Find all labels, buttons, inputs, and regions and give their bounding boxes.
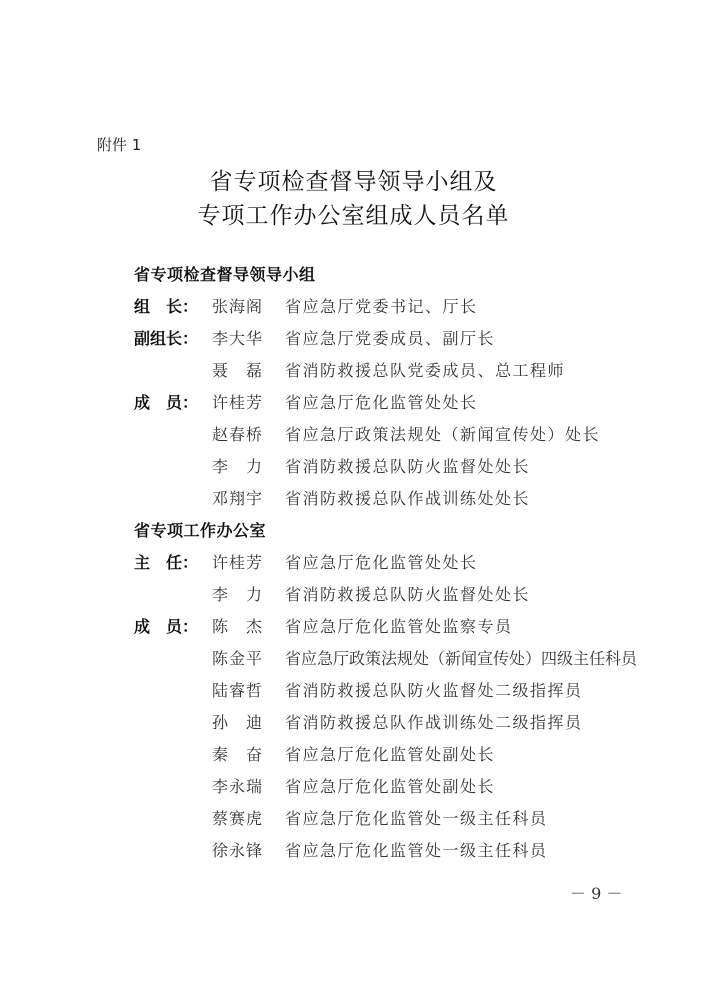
attachment-label: 附件 1 (97, 136, 142, 154)
member-name: 李 力 (212, 457, 264, 476)
member-name: 陈金平 (212, 649, 264, 668)
member-post: 省消防救援总队作战训练处二级指挥员 (285, 713, 583, 732)
member-name: 赵春桥 (212, 425, 264, 444)
member-post: 省应急厅危化监管处监察专员 (285, 617, 513, 636)
member-post: 省应急厅危化监管处处长 (285, 553, 478, 572)
member-name: 孙 迪 (212, 713, 264, 732)
member-name: 李大华 (212, 329, 264, 348)
member-name: 陆睿哲 (212, 681, 264, 700)
document-title-line-1: 省专项检查督导领导小组及 (209, 169, 498, 195)
member-post: 省应急厅危化监管处一级主任科员 (285, 841, 548, 860)
member-post: 省应急厅党委书记、厅长 (285, 297, 478, 316)
member-post: 省应急厅政策法规处（新闻宣传处）处长 (285, 425, 601, 444)
member-role: 成 员： (134, 617, 199, 636)
member-name: 陈 杰 (212, 617, 264, 636)
member-post: 省消防救援总队作战训练处处长 (285, 489, 531, 508)
member-name: 李永瑞 (212, 777, 264, 796)
member-role: 成 员： (134, 393, 199, 412)
member-name: 徐永锋 (212, 841, 264, 860)
member-post: 省应急厅危化监管处副处长 (285, 777, 496, 796)
member-name: 聂 磊 (212, 361, 264, 380)
member-post: 省应急厅政策法规处（新闻宣传处）四级主任科员 (285, 649, 638, 668)
section-heading-leading-group: 省专项检查督导领导小组 (134, 265, 316, 284)
member-post: 省消防救援总队党委成员、总工程师 (285, 361, 566, 380)
member-name: 张海阁 (212, 297, 264, 316)
member-name: 邓翔宇 (212, 489, 264, 508)
member-name: 蔡赛虎 (212, 809, 264, 828)
member-role: 组 长： (134, 297, 199, 316)
member-post: 省应急厅危化监管处处长 (285, 393, 478, 412)
member-post: 省应急厅党委成员、副厅长 (285, 329, 496, 348)
member-role: 副组长： (134, 329, 199, 348)
member-name: 李 力 (212, 585, 264, 604)
member-post: 省消防救援总队防火监督处处长 (285, 457, 531, 476)
member-name: 许桂芳 (212, 553, 264, 572)
document-title-line-2: 专项工作办公室组成人员名单 (197, 203, 510, 229)
member-name: 许桂芳 (212, 393, 264, 412)
member-role: 主 任： (134, 553, 199, 572)
member-post: 省消防救援总队防火监督处处长 (285, 585, 531, 604)
member-post: 省应急厅危化监管处副处长 (285, 745, 496, 764)
member-post: 省消防救援总队防火监督处二级指挥员 (285, 681, 583, 700)
member-post: 省应急厅危化监管处一级主任科员 (285, 809, 548, 828)
page-number: － 9 － (570, 884, 623, 903)
member-name: 秦 奋 (212, 745, 264, 764)
section-heading-work-office: 省专项工作办公室 (134, 521, 267, 540)
